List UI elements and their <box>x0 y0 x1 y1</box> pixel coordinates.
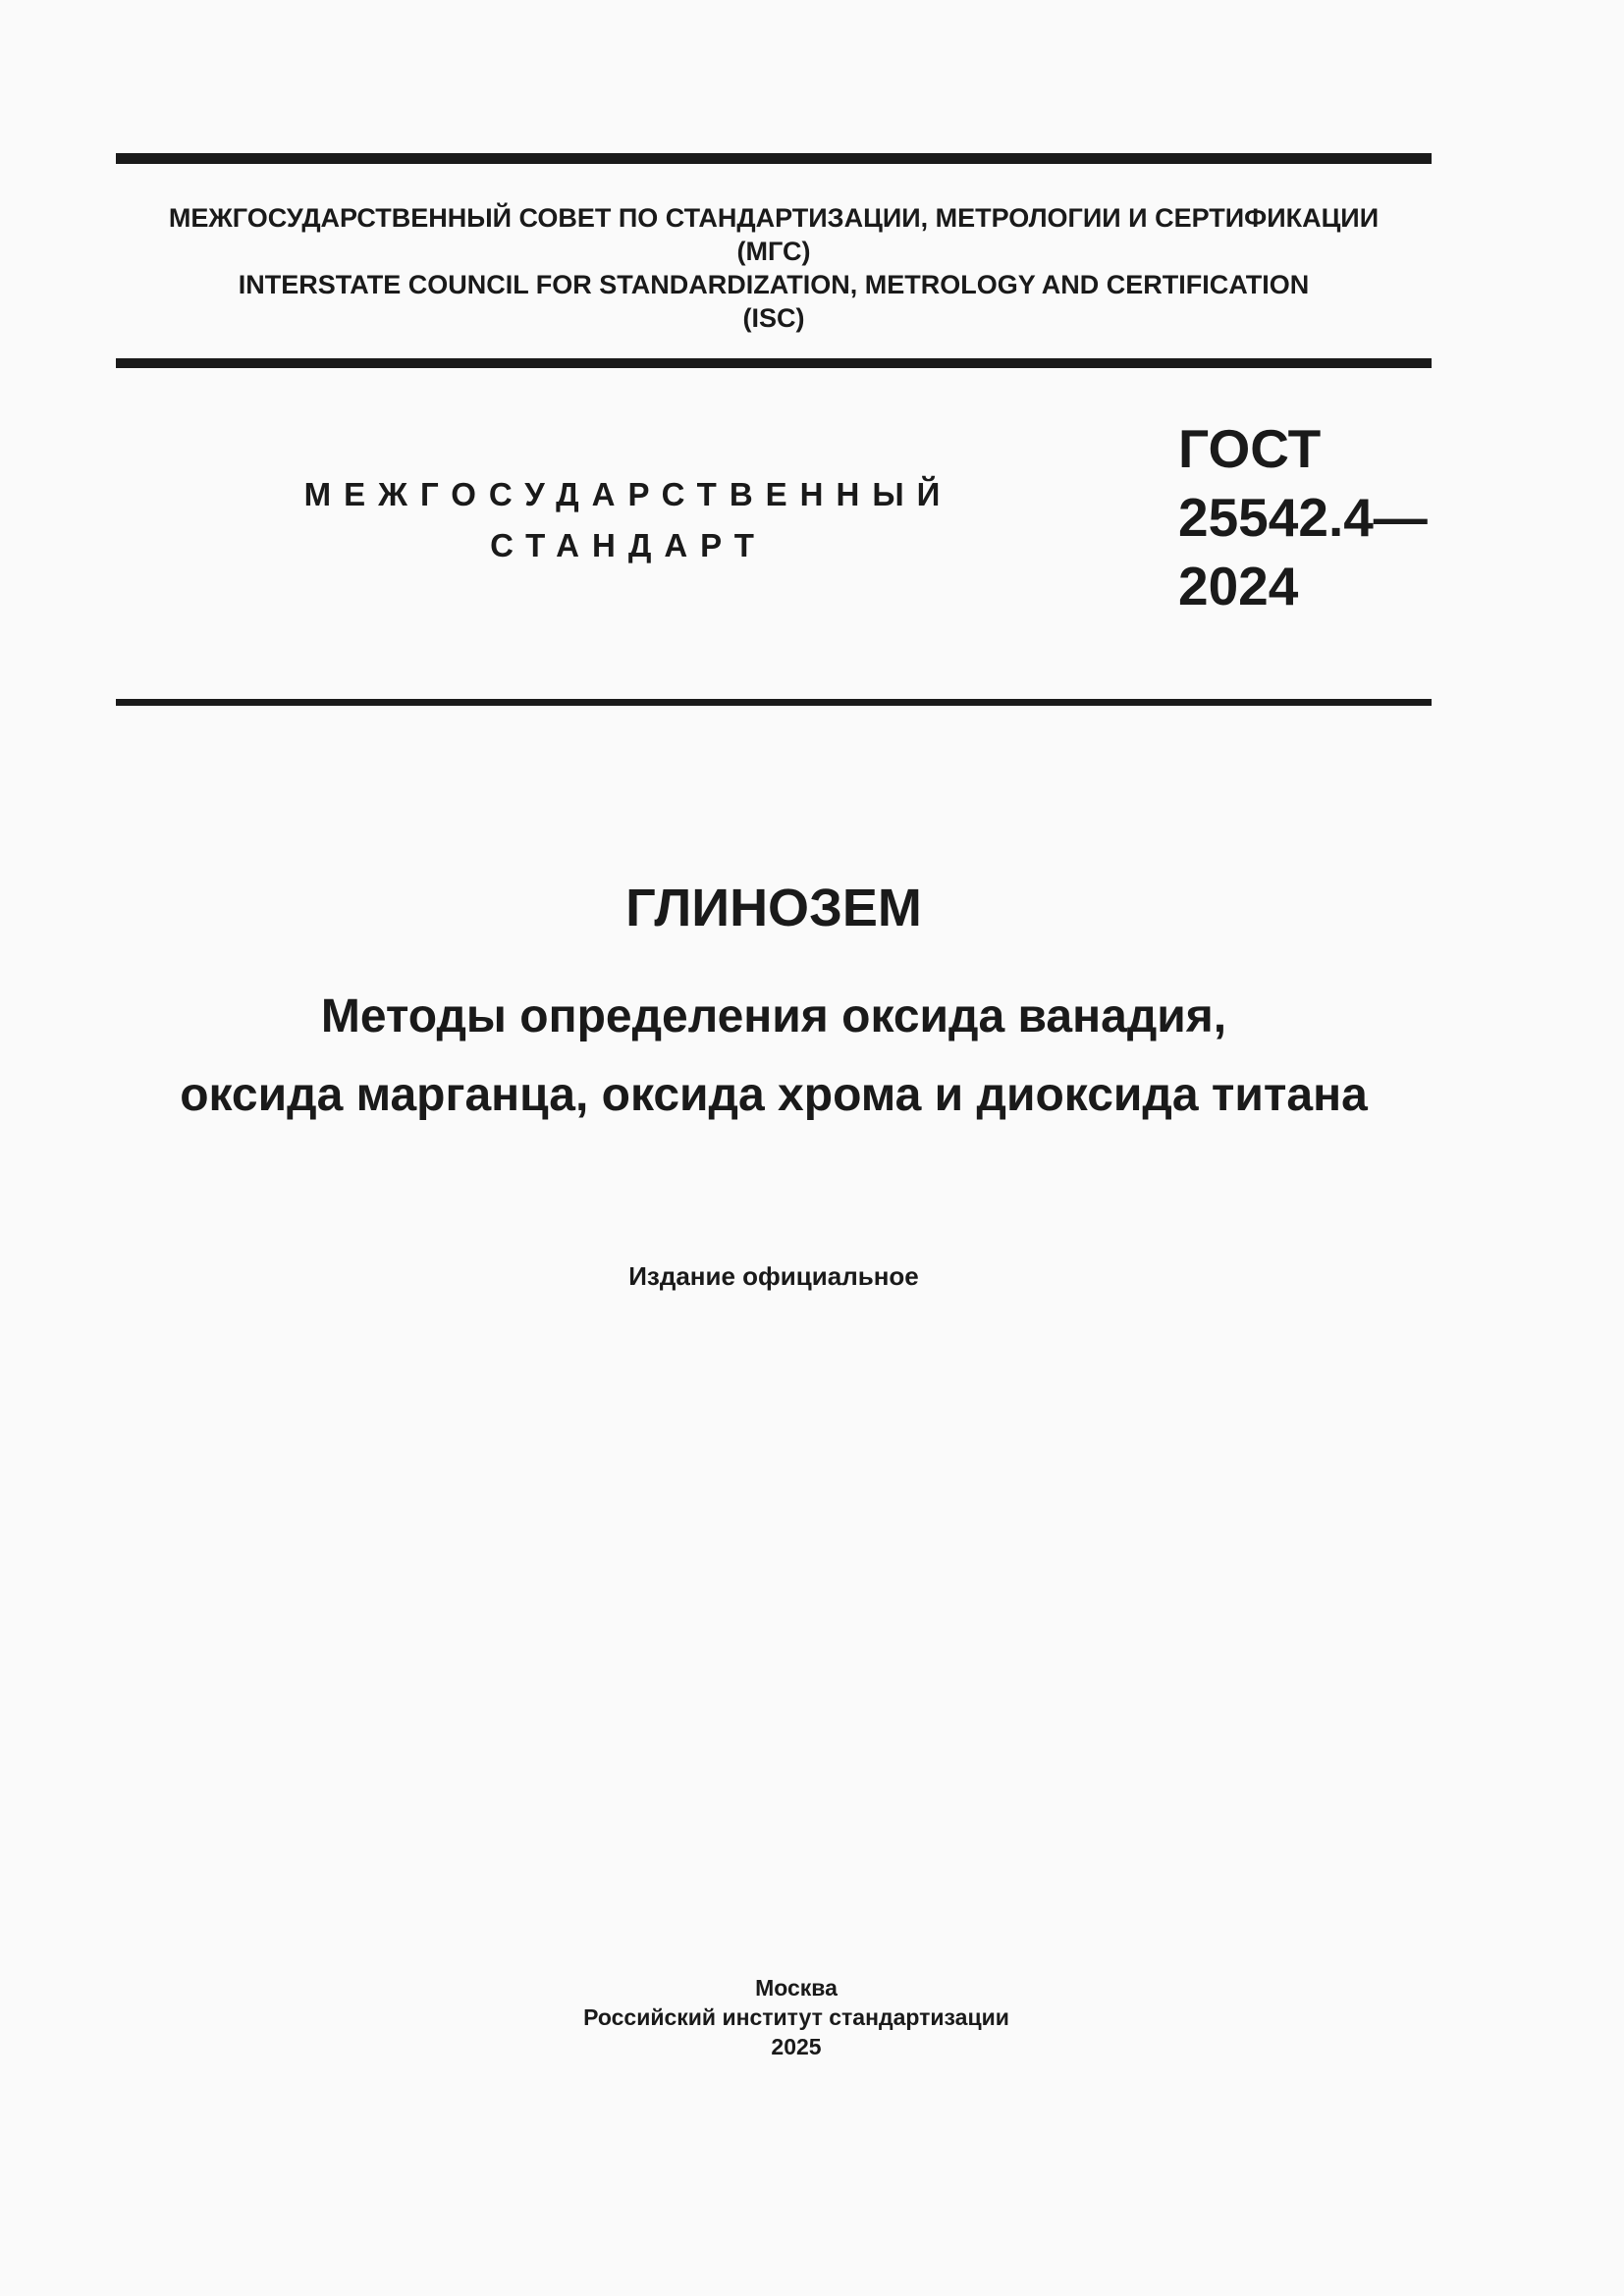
bottom-rule <box>116 699 1432 706</box>
council-name-ru: МЕЖГОСУДАРСТВЕННЫЙ СОВЕТ ПО СТАНДАРТИЗАЦИИ, МЕТРОЛОГИИ И СЕРТИФИКАЦИИ <box>168 203 1380 233</box>
publication-year: 2025 <box>771 2034 822 2059</box>
document-subtitle <box>116 978 1432 1135</box>
standard-type-line-2: СТАНДАРТ <box>490 527 767 563</box>
council-abbr-ru: (МГС) <box>736 237 811 266</box>
edition-label: Издание официальное <box>628 1261 919 1291</box>
council-name-en: INTERSTATE COUNCIL FOR STANDARDIZATION, METROLOGY AND CERTIFICATION <box>238 270 1310 299</box>
subtitle-line-1: Методы определения оксида ванадия, <box>320 990 1227 1042</box>
standard-type-line-1: МЕЖГОСУДАРСТВЕННЫЙ <box>303 476 953 512</box>
middle-rule <box>116 358 1432 368</box>
publication-city: Москва <box>755 1975 838 2001</box>
standard-type-label <box>295 469 962 571</box>
gost-number: 25542.4— <box>1178 487 1428 548</box>
subtitle-line-2: оксида марганца, оксида хрома и диоксида титана <box>180 1069 1368 1121</box>
document-title: ГЛИНОЗЕМ <box>625 879 922 937</box>
gost-year: 2024 <box>1178 556 1299 616</box>
gost-designation <box>1178 414 1428 620</box>
council-abbr-en: (ISC) <box>742 303 805 333</box>
publication-footer <box>305 1973 1287 2061</box>
gost-prefix: ГОСТ <box>1178 418 1322 479</box>
top-rule <box>116 153 1432 164</box>
council-header <box>116 201 1432 335</box>
publisher-name: Российский институт стандартизации <box>583 2004 1009 2030</box>
